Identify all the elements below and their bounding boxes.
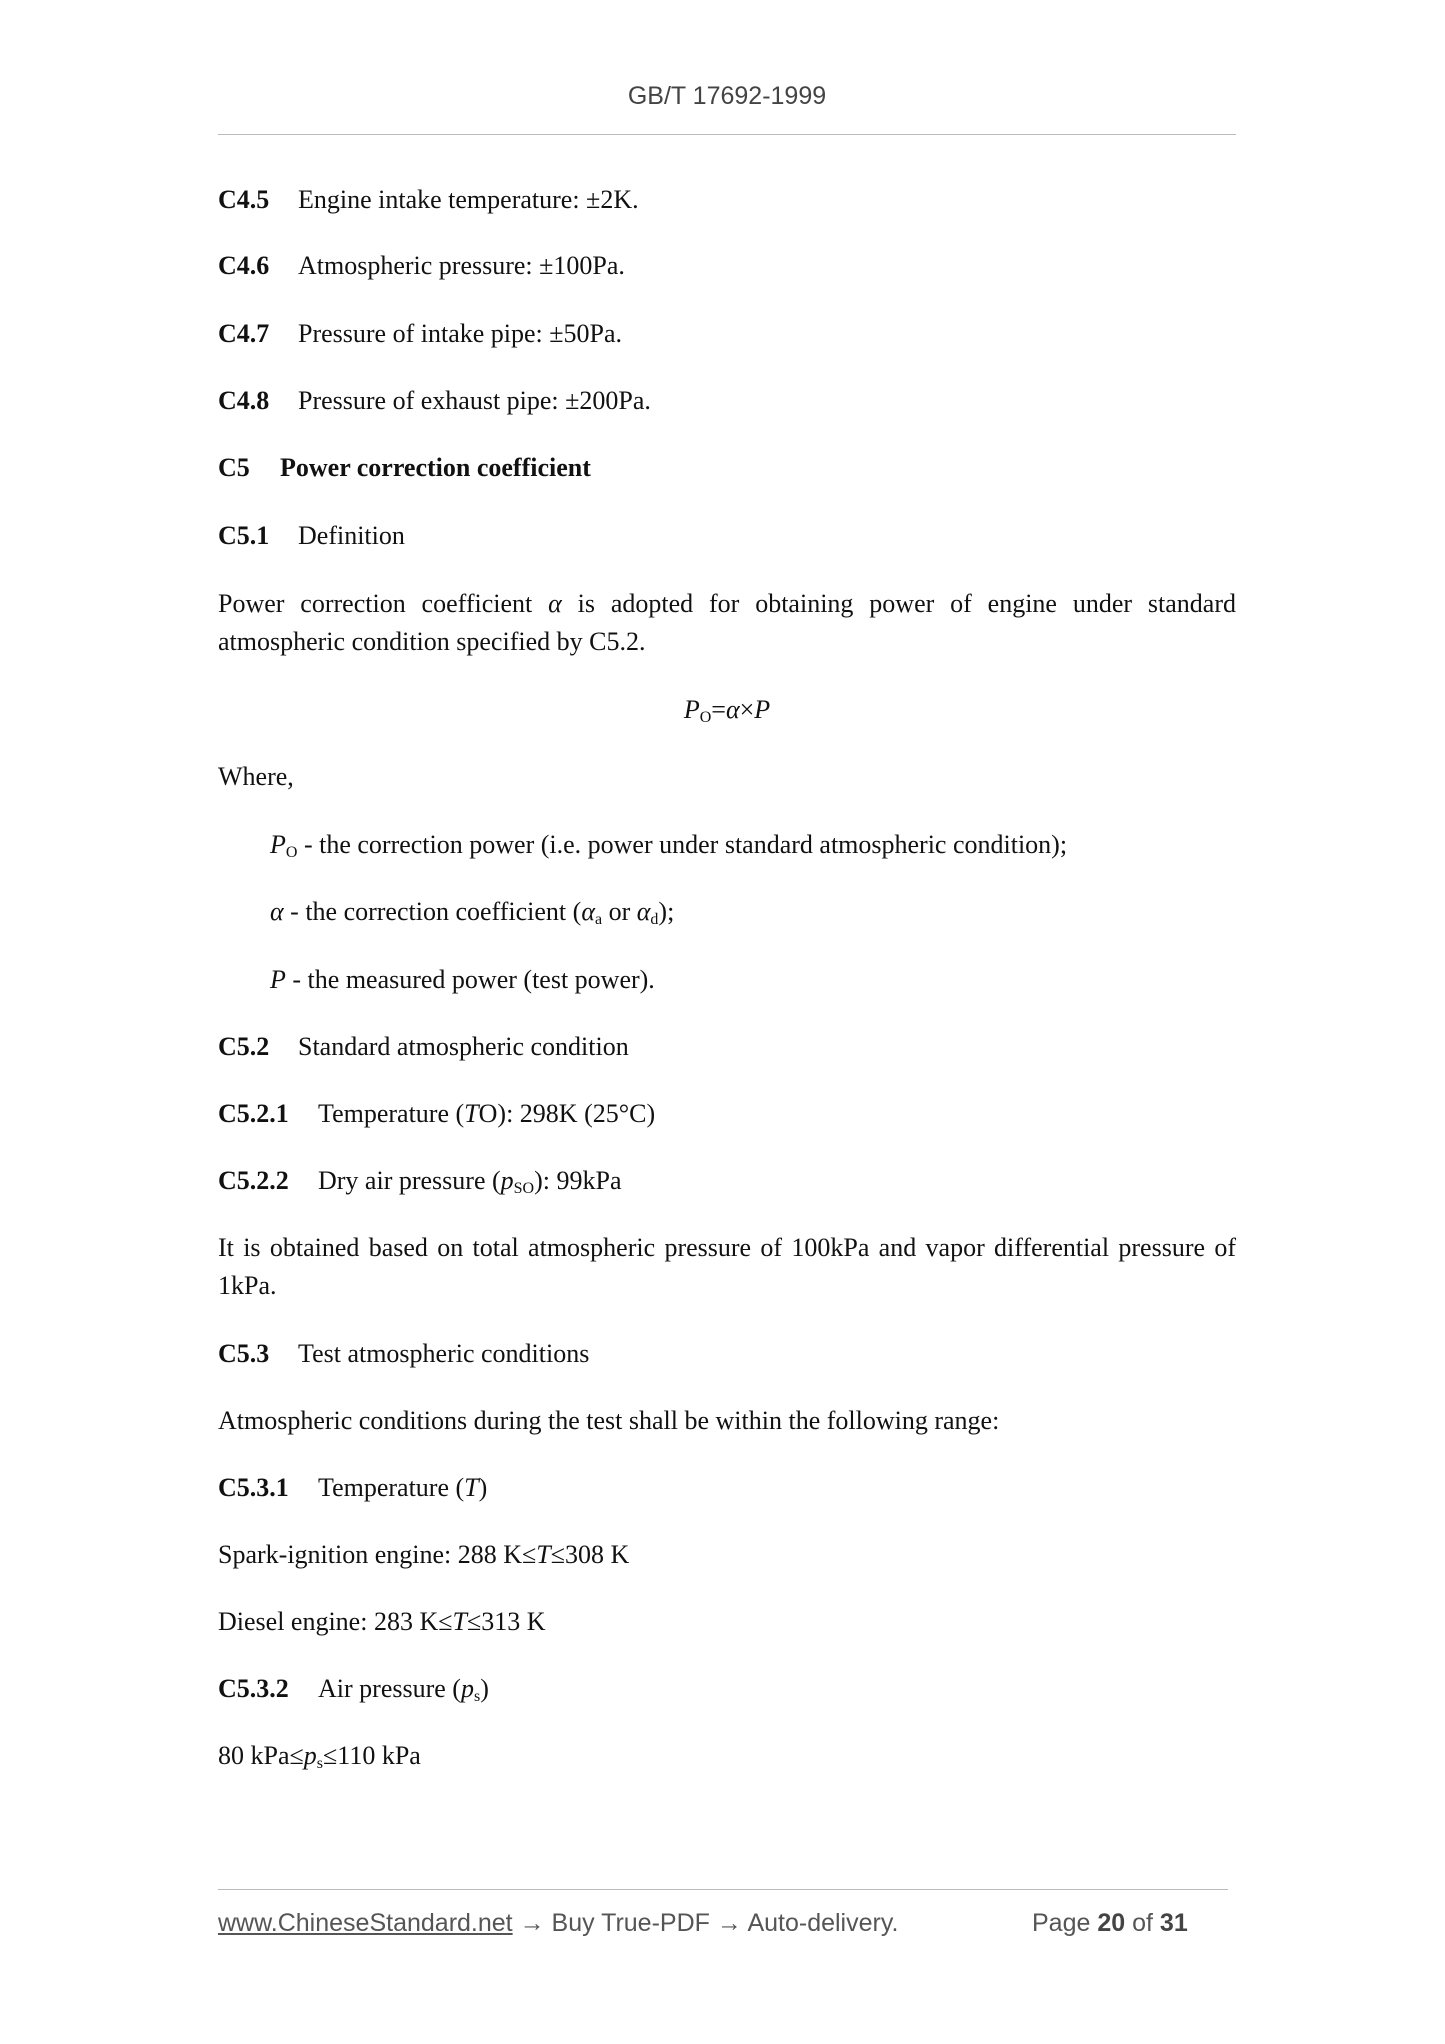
subscript: O	[478, 1099, 498, 1128]
document-id-header: GB/T 17692-1999	[627, 82, 827, 110]
symbol: α	[581, 897, 595, 926]
symbol: p	[500, 1166, 514, 1195]
footer-promo	[218, 1908, 898, 1938]
chinesestandard-link[interactable]: www.ChineseStandard.net	[218, 1909, 513, 1937]
clause-number: C5.1	[218, 521, 270, 550]
clause-number: C5.2.1	[218, 1099, 289, 1128]
symbol: T	[536, 1540, 551, 1569]
clause-text: Temperature (	[318, 1473, 465, 1502]
arrow-right-icon: →	[716, 1909, 742, 1937]
page-number: 20	[1097, 1909, 1126, 1937]
symbol: P	[270, 965, 286, 994]
page-total: 31	[1159, 1909, 1188, 1937]
page-label: Page	[1032, 1909, 1091, 1937]
formula-p2: P	[754, 695, 771, 724]
range-text: Diesel engine: 283 K≤	[218, 1607, 453, 1636]
paragraph-text: is adopted for obtaining power of engine under standard atmospheric condition specified by C5.2.	[218, 589, 1236, 656]
range-text: 80 kPa≤	[218, 1741, 304, 1770]
clause-number: C4.8	[218, 386, 270, 415]
clause-c4-6	[218, 251, 625, 281]
test-conditions-paragraph: Atmospheric conditions during the test shall be within the following range:	[218, 1406, 1000, 1435]
formula-p: P	[683, 695, 700, 724]
footer-rule	[218, 1889, 1228, 1890]
clause-text: Temperature (	[318, 1099, 465, 1128]
clause-number: C5.3.1	[218, 1473, 289, 1502]
formula-subscript: O	[699, 709, 712, 726]
diesel-range	[218, 1607, 546, 1637]
clause-number: C4.6	[218, 251, 270, 280]
clause-text: Engine intake temperature: ±2K.	[298, 185, 639, 214]
clause-c4-5	[218, 185, 639, 215]
clause-text: )	[480, 1674, 489, 1703]
header-rule	[218, 134, 1236, 135]
alpha-symbol: α	[548, 589, 562, 618]
pressure-basis-paragraph: It is obtained based on total atmospheric pressure of 100kPa and vapor differential pressure of 1kPa.	[218, 1233, 1236, 1300]
spark-ignition-range	[218, 1540, 629, 1570]
section-number: C5	[218, 453, 250, 482]
formula-equals: =	[711, 695, 726, 724]
delivery-text: Auto-delivery.	[747, 1909, 899, 1937]
of-label: of	[1132, 1909, 1153, 1937]
definition-paragraph	[218, 585, 1236, 661]
clause-text: Test atmospheric conditions	[298, 1339, 590, 1368]
formula-times: ×	[739, 695, 755, 724]
definition-text: - the correction coefficient (	[283, 897, 582, 926]
clause-number: C5.3.2	[218, 1674, 289, 1703]
symbol: p	[460, 1674, 474, 1703]
page-indicator	[1032, 1908, 1188, 1938]
clause-c5-3-2	[218, 1674, 489, 1704]
definition-alpha	[270, 897, 674, 927]
subscript: O	[285, 844, 298, 861]
range-text: ≤308 K	[550, 1540, 630, 1569]
symbol: α	[270, 897, 284, 926]
formula-alpha: α	[725, 695, 740, 724]
section-heading-c5	[218, 453, 591, 483]
clause-c5-2-2	[218, 1166, 622, 1196]
buy-text: Buy True-PDF	[551, 1909, 710, 1937]
subscript: d	[650, 911, 659, 928]
where-label: Where,	[218, 762, 294, 791]
definition-text: - the correction power (i.e. power under standard atmospheric condition);	[297, 830, 1068, 859]
paragraph-text: Power correction coefficient	[218, 589, 549, 618]
clause-c4-8	[218, 386, 651, 416]
symbol: T	[464, 1099, 479, 1128]
symbol: P	[270, 830, 286, 859]
arrow-right-icon: →	[519, 1909, 545, 1937]
power-correction-formula	[218, 695, 1236, 725]
definition-p	[270, 965, 655, 995]
clause-number: C4.7	[218, 319, 270, 348]
clause-text: Dry air pressure (	[318, 1166, 501, 1195]
clause-c5-3	[218, 1339, 589, 1369]
symbol: T	[464, 1473, 479, 1502]
clause-text: ): 99kPa	[534, 1166, 622, 1195]
clause-c5-2-1	[218, 1099, 655, 1129]
clause-text: Air pressure (	[318, 1674, 461, 1703]
clause-text: Standard atmospheric condition	[298, 1032, 629, 1061]
clause-c5-1	[218, 521, 405, 551]
subscript: s	[473, 1688, 481, 1705]
clause-text: Pressure of exhaust pipe: ±200Pa.	[298, 386, 651, 415]
clause-text: Definition	[298, 521, 405, 550]
clause-text: )	[478, 1473, 488, 1502]
clause-text: ): 298K (25°C)	[497, 1099, 656, 1128]
subscript: SO	[513, 1180, 535, 1197]
clause-text: Atmospheric pressure: ±100Pa.	[298, 251, 625, 280]
clause-number: C4.5	[218, 185, 270, 214]
clause-c4-7	[218, 319, 622, 349]
definition-text: );	[658, 897, 675, 926]
section-title: Power correction coefficient	[280, 453, 591, 482]
subscript: a	[594, 911, 603, 928]
symbol: T	[452, 1607, 467, 1636]
range-text: ≤110 kPa	[323, 1741, 421, 1770]
clause-text: Pressure of intake pipe: ±50Pa.	[298, 319, 623, 348]
range-text: ≤313 K	[466, 1607, 546, 1636]
clause-number: C5.3	[218, 1339, 270, 1368]
clause-c5-3-1	[218, 1473, 487, 1503]
range-text: Spark-ignition engine: 288 K≤	[218, 1540, 537, 1569]
clause-number: C5.2.2	[218, 1166, 289, 1195]
symbol: p	[303, 1741, 317, 1770]
air-pressure-range	[218, 1741, 421, 1771]
clause-number: C5.2	[218, 1032, 270, 1061]
symbol: α	[636, 897, 651, 926]
definition-text: or	[602, 897, 637, 926]
subscript: s	[316, 1755, 324, 1772]
definition-text: - the measured power (test power).	[285, 965, 655, 994]
clause-c5-2	[218, 1032, 629, 1062]
definition-po	[270, 830, 1067, 860]
